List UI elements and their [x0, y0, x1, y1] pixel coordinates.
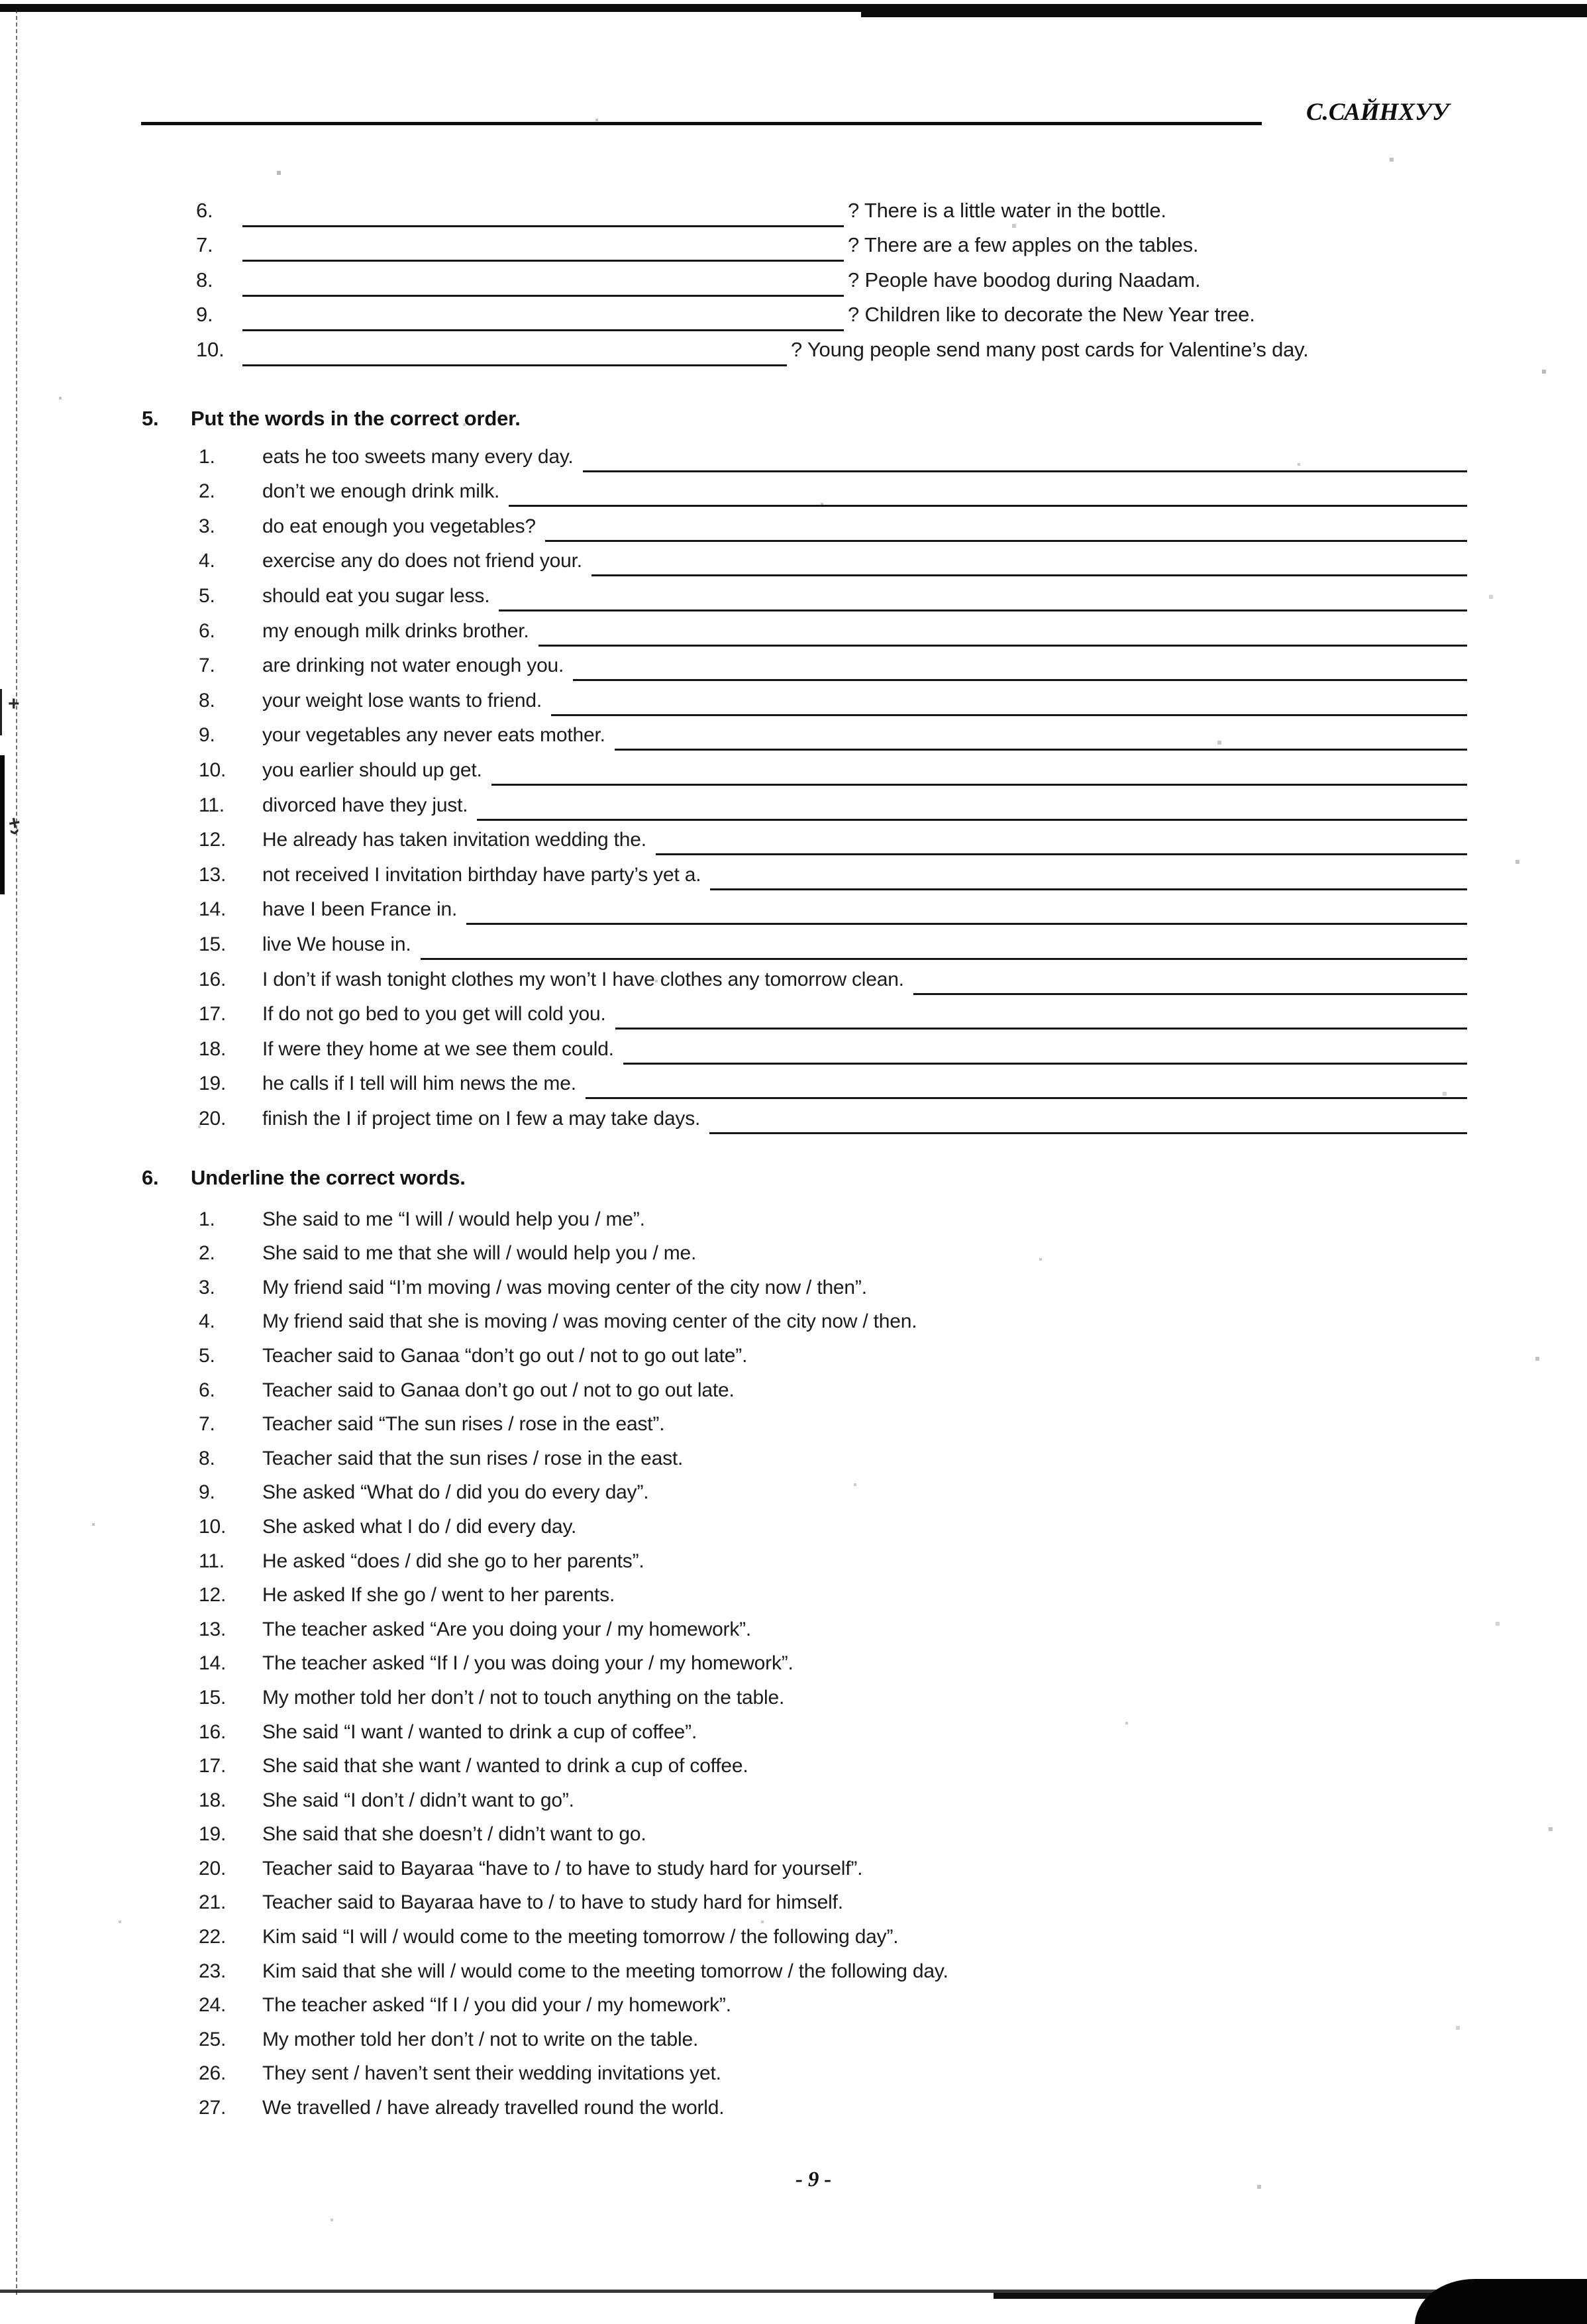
exercise-item [199, 647, 1467, 682]
author-name: С.САЙНХУУ [1306, 99, 1449, 126]
exercise-item [199, 2089, 1523, 2123]
scan-top-edge-thick [861, 5, 1587, 17]
exercise-item [199, 1611, 1523, 1645]
item-text: The teacher asked “If I / you was doing your / my homework”. [262, 1652, 794, 1675]
answer-blank-line [466, 903, 1467, 925]
exercise-item [199, 1065, 1467, 1100]
answer-blank-line [242, 205, 844, 227]
item-text: We travelled / have already travelled round the world. [262, 2097, 725, 2119]
item-number: 12. [199, 829, 227, 851]
item-number: 2. [199, 1242, 215, 1265]
item-number: 16. [199, 1720, 227, 1743]
item-text: exercise any do does not friend your. [262, 550, 582, 572]
item-text: don’t we enough drink milk. [262, 480, 500, 503]
item-text: I don’t if wash tonight clothes my won’t I have clothes any tomorrow clean. [262, 968, 904, 990]
item-number: 19. [199, 1823, 227, 1846]
item-text: live We house in. [262, 933, 411, 955]
answer-blank-line [242, 344, 787, 366]
item-text: If do not go bed to you get will cold you. [262, 1003, 606, 1026]
question-row [196, 331, 1527, 366]
question-row [196, 262, 1527, 297]
question-row [196, 227, 1527, 262]
exercise-item [199, 960, 1467, 995]
item-text: My mother told her don’t / not to write on the table. [262, 2028, 699, 2050]
item-text: have I been France in. [262, 898, 458, 921]
item-number: 10. [199, 1515, 227, 1538]
item-text: My friend said “I’m moving / was moving center of the city now / then”. [262, 1276, 867, 1298]
item-number: 2. [199, 480, 215, 503]
item-number: 8. [199, 689, 215, 712]
scan-edge-blob [0, 689, 2, 735]
exercise-item [199, 1987, 1523, 2021]
question-row [196, 297, 1527, 332]
item-text: Kim said that she will / would come to the meeting tomorrow / the following day. [262, 1960, 948, 1982]
item-number: 4. [199, 550, 215, 572]
answer-blank-line [623, 1043, 1467, 1065]
item-number: 6. [199, 619, 215, 642]
exercise-item [199, 1577, 1523, 1611]
exercise-item [199, 1645, 1523, 1679]
item-number: 10. [196, 337, 225, 361]
answer-blank-line [710, 869, 1467, 890]
item-number: 9. [199, 724, 215, 747]
answer-blank-line [538, 625, 1467, 647]
item-number: 20. [199, 1107, 227, 1130]
answer-blank-line [499, 590, 1467, 611]
exercise-item [199, 2021, 1523, 2055]
section6-items [199, 1200, 1523, 2123]
item-text: She said to me “I will / would help you / me”. [262, 1208, 645, 1230]
item-text: Teacher said to Ganaa don’t go out / not to go out late. [262, 1379, 735, 1401]
item-text: She asked “What do / did you do every day”. [262, 1481, 649, 1504]
exercise-item [199, 1200, 1523, 1235]
exercise-item [199, 925, 1467, 960]
item-text: He already has taken invitation wedding the. [262, 829, 646, 851]
item-text: not received I invitation birthday have party’s yet a. [262, 863, 701, 886]
exercise-item [199, 681, 1467, 716]
exercise-item [199, 1850, 1523, 1884]
answer-blank-line [615, 1008, 1467, 1030]
exercise-item [199, 472, 1467, 507]
answer-blank-line [586, 1077, 1467, 1099]
item-text: They sent / haven’t sent their wedding invitations yet. [262, 2062, 721, 2085]
exercise-item [199, 1542, 1523, 1577]
answer-blank-line [477, 799, 1467, 821]
section-number: 5. [142, 407, 159, 430]
exercise-item [199, 576, 1467, 611]
answer-blank-line [615, 729, 1467, 751]
scan-mark-tick: +› [2, 815, 27, 837]
exercise-item [199, 821, 1467, 856]
exercise-item [199, 995, 1467, 1030]
scan-mark-plus: + [8, 693, 20, 715]
exercise-item [199, 507, 1467, 542]
answer-blank-line [656, 833, 1467, 855]
exercise-item [199, 2055, 1523, 2089]
answer-blank-line [583, 450, 1467, 472]
item-number: 14. [199, 1652, 227, 1675]
item-number: 7. [196, 233, 213, 257]
item-text: he calls if I tell will him news the me. [262, 1073, 576, 1095]
page-number: - 9 - [795, 2168, 831, 2192]
question-block [196, 192, 1527, 366]
item-text: Teacher said to Bayaraa “have to / to have to study hard for yourself”. [262, 1857, 863, 1879]
item-text: She said “I want / wanted to drink a cup of coffee”. [262, 1720, 697, 1743]
exercise-item [199, 1235, 1523, 1269]
item-number: 17. [199, 1755, 227, 1777]
exercise-item [199, 716, 1467, 751]
item-text: should eat you sugar less. [262, 584, 490, 607]
item-number: 18. [199, 1789, 227, 1811]
exercise-item [199, 1781, 1523, 1816]
question-text: ? People have boodog during Naadam. [848, 268, 1201, 291]
item-number: 18. [199, 1037, 227, 1060]
item-number: 13. [199, 1618, 227, 1640]
item-number: 23. [199, 1960, 227, 1982]
exercise-item [199, 437, 1467, 472]
section6-heading [142, 1166, 466, 1190]
scan-corner-shadow [1415, 2279, 1587, 2324]
question-text: ? Young people send many post cards for Valentine’s day. [791, 337, 1309, 361]
item-number: 8. [199, 1447, 215, 1469]
exercise-item [199, 1713, 1523, 1748]
answer-blank-line [709, 1112, 1467, 1134]
item-number: 9. [196, 303, 213, 327]
exercise-item [199, 751, 1467, 786]
item-text: The teacher asked “If I / you did your / my homework”. [262, 1994, 731, 2017]
answer-blank-line [421, 938, 1467, 960]
answer-blank-line [242, 309, 844, 331]
exercise-item [199, 855, 1467, 890]
item-number: 1. [199, 1208, 215, 1230]
item-text: my enough milk drinks brother. [262, 619, 529, 642]
item-text: She asked what I do / did every day. [262, 1515, 577, 1538]
item-number: 6. [199, 1379, 215, 1401]
item-number: 12. [199, 1584, 227, 1607]
exercise-item [199, 1679, 1523, 1713]
item-text: your vegetables any never eats mother. [262, 724, 605, 747]
item-number: 22. [199, 1926, 227, 1948]
exercise-item [199, 542, 1467, 577]
exercise-item [199, 1816, 1523, 1850]
section-number: 6. [142, 1166, 159, 1189]
item-text: do eat enough you vegetables? [262, 515, 536, 537]
item-text: Teacher said to Bayaraa have to / to have to study hard for himself. [262, 1891, 843, 1914]
exercise-item [199, 1371, 1523, 1406]
exercise-item [199, 1474, 1523, 1508]
scan-noise [0, 0, 1, 1]
item-number: 3. [199, 1276, 215, 1298]
section5-items [199, 437, 1467, 1134]
exercise-item [199, 1440, 1523, 1474]
exercise-item [199, 1337, 1523, 1371]
item-number: 11. [199, 794, 225, 816]
item-number: 13. [199, 863, 227, 886]
answer-blank-line [545, 520, 1467, 542]
section5-heading [142, 407, 521, 431]
question-text: ? There are a few apples on the tables. [848, 233, 1199, 257]
item-text: you earlier should up get. [262, 759, 482, 781]
question-text: ? Children like to decorate the New Year tree. [848, 303, 1255, 327]
answer-blank-line [491, 764, 1467, 786]
item-number: 19. [199, 1073, 227, 1095]
item-text: She said to me that she will / would help you / me. [262, 1242, 697, 1265]
exercise-item [199, 1030, 1467, 1065]
item-text: eats he too sweets many every day. [262, 445, 574, 468]
item-number: 8. [196, 268, 213, 291]
item-number: 21. [199, 1891, 227, 1914]
exercise-item [199, 1099, 1467, 1134]
item-number: 27. [199, 2097, 227, 2119]
exercise-item [199, 611, 1467, 647]
scan-binding-line [16, 9, 17, 2295]
item-number: 16. [199, 968, 227, 990]
answer-blank-line [551, 694, 1467, 716]
item-text: Teacher said “The sun rises / rose in the east”. [262, 1413, 665, 1436]
section-title: Underline the correct words. [191, 1166, 466, 1189]
item-text: The teacher asked “Are you doing your / my homework”. [262, 1618, 752, 1640]
item-number: 5. [199, 584, 215, 607]
item-number: 24. [199, 1994, 227, 2017]
item-text: She said that she doesn’t / didn’t want to go. [262, 1823, 646, 1846]
item-number: 7. [199, 1413, 215, 1436]
answer-blank-line [242, 275, 844, 297]
item-text: If were they home at we see them could. [262, 1037, 614, 1060]
item-text: your weight lose wants to friend. [262, 689, 542, 712]
exercise-item [199, 1269, 1523, 1303]
answer-blank-line [573, 659, 1467, 681]
header-rule [141, 122, 1262, 125]
item-number: 5. [199, 1344, 215, 1367]
exercise-item [199, 1303, 1523, 1338]
item-number: 26. [199, 2062, 227, 2085]
item-text: My mother told her don’t / not to touch anything on the table. [262, 1686, 785, 1709]
question-text: ? There is a little water in the bottle. [848, 198, 1166, 222]
item-number: 20. [199, 1857, 227, 1879]
exercise-item [199, 1508, 1523, 1542]
item-text: are drinking not water enough you. [262, 655, 564, 677]
item-text: divorced have they just. [262, 794, 468, 816]
item-number: 15. [199, 933, 227, 955]
item-number: 10. [199, 759, 227, 781]
item-number: 15. [199, 1686, 227, 1709]
item-text: He asked If she go / went to her parents. [262, 1584, 615, 1607]
item-number: 17. [199, 1003, 227, 1026]
item-number: 6. [196, 198, 213, 222]
item-number: 11. [199, 1550, 225, 1572]
answer-blank-line [591, 555, 1467, 576]
item-text: He asked “does / did she go to her parents”. [262, 1550, 644, 1572]
item-number: 3. [199, 515, 215, 537]
exercise-item [199, 1952, 1523, 1987]
exercise-item [199, 1406, 1523, 1440]
question-row [196, 192, 1527, 227]
exercise-item [199, 1884, 1523, 1919]
item-text: Teacher said that the sun rises / rose in the east. [262, 1447, 684, 1469]
exercise-item [199, 1918, 1523, 1952]
item-number: 7. [199, 655, 215, 677]
item-number: 1. [199, 445, 215, 468]
item-number: 25. [199, 2028, 227, 2050]
answer-blank-line [509, 485, 1467, 507]
item-text: She said “I don’t / didn’t want to go”. [262, 1789, 574, 1811]
exercise-item [199, 786, 1467, 821]
item-text: Teacher said to Ganaa “don’t go out / not to go out late”. [262, 1344, 748, 1367]
item-text: finish the I if project time on I few a may take days. [262, 1107, 701, 1130]
section-title: Put the words in the correct order. [191, 407, 521, 430]
item-text: My friend said that she is moving / was moving center of the city now / then. [262, 1310, 917, 1333]
item-text: Kim said “I will / would come to the meeting tomorrow / the following day”. [262, 1926, 899, 1948]
answer-blank-line [242, 240, 844, 262]
exercise-item [199, 1748, 1523, 1782]
item-number: 4. [199, 1310, 215, 1333]
answer-blank-line [913, 973, 1467, 995]
item-number: 9. [199, 1481, 215, 1504]
item-text: She said that she want / wanted to drink a cup of coffee. [262, 1755, 748, 1777]
exercise-item [199, 890, 1467, 925]
item-number: 14. [199, 898, 227, 921]
